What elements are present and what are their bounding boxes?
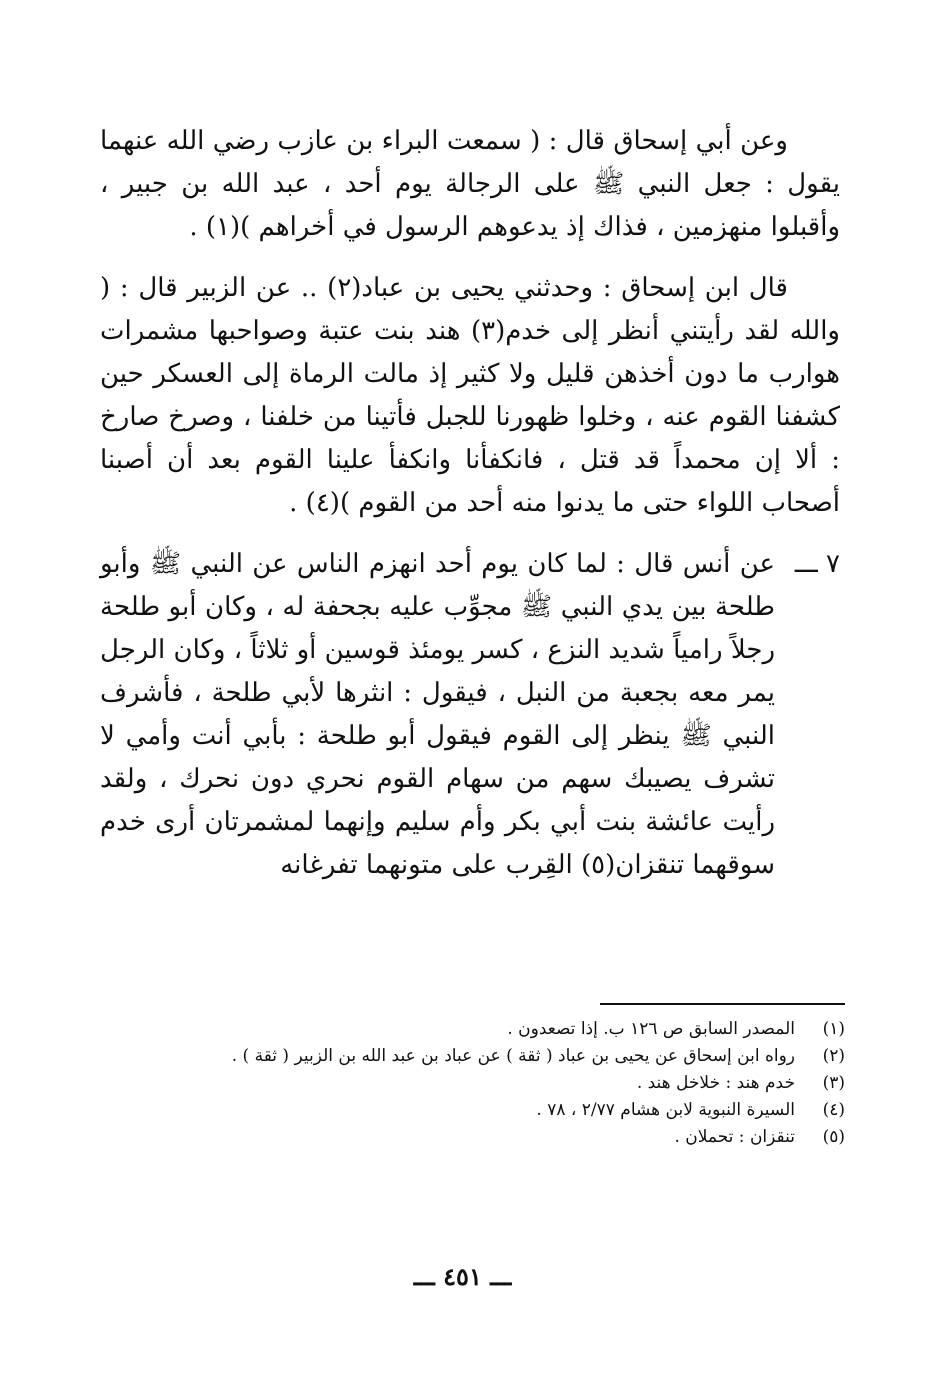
paragraph-3-text: عن أنس قال : لما كان يوم أحد انهزم الناس عن النبي ﷺ وأبو طلحة بين يدي النبي ﷺ مجوِّب عليه بجحفة له ، وكان أبو طلحة رجلاً رامياً شديد النزع ، كسر يومئذ قوسين أو ثلاثاً ، وكان الرجل يمر معه بجعبة من النبل ، فيقول : انثرها لأبي طلحة ، فأشرف النبي ﷺ ينظر إلى القوم فيقول أبو طلحة : بأبي أنت وأمي لا تشرف يصيبك سهم من سهام القوم نحري دون نحرك ، ولقد رأيت عائشة بنت أبي بكر وأم سليم وإنهما لمشمرتان أرى خدم سوقهما تنقزان(٥) القِرب على متونهما تفرغانه	[100, 549, 775, 880]
paragraph-3	[100, 543, 840, 887]
item-number: ٧ ـــ	[794, 549, 840, 579]
footnote-separator	[600, 1003, 845, 1005]
footnote	[100, 1070, 845, 1097]
paragraph-2: قال ابن إسحاق : وحدثني يحيى بن عباد(٢) .. عن الزبير قال : ( والله لقد رأيتني أنظر إلى خدم(٣) هند بنت عتبة وصواحبها مشمرات هوارب ما دون أخذهن قليل ولا كثير إذ مالت الرماة إلى العسكر حين كشفنا القوم عنه ، وخلوا ظهورنا للجبل فأتينا من خلفنا ، وصرخ صارخ : ألا إن محمداً قد قتل ، فانكفأنا وانكفأ علينا القوم بعد أن أصبنا أصحاب اللواء حتى ما يدنوا منه أحد من القوم )(٤) .	[100, 273, 840, 518]
footnote	[100, 1097, 845, 1124]
footnote-text: رواه ابن إسحاق عن يحيى بن عباد ( ثقة ) عن عباد بن عبد الله بن الزبير ( ثقة ) .	[231, 1046, 795, 1066]
page-number: ـــ ٤٥١ ـــ	[413, 1262, 512, 1291]
footnote-text: السيرة النبوية لابن هشام ٢/٧٧ ، ٧٨ .	[536, 1100, 795, 1120]
footnote-text: تنقزان : تحملان .	[674, 1127, 795, 1147]
footnote	[100, 1124, 845, 1151]
footnote-number: (٤)	[822, 1100, 845, 1120]
main-text	[100, 120, 840, 887]
footnote-text: المصدر السابق ص ١٢٦ ب. إذا تصعدون .	[507, 1019, 795, 1039]
footnote-number: (٥)	[822, 1127, 845, 1147]
footnote-text: خدم هند : خلاخل هند .	[636, 1073, 795, 1093]
footnote-number: (٣)	[822, 1073, 845, 1093]
footnote-number: (١)	[822, 1019, 845, 1039]
footnotes	[100, 1016, 845, 1151]
footnote-number: (٢)	[822, 1046, 845, 1066]
footnote	[100, 1016, 845, 1043]
footnote	[100, 1043, 845, 1070]
paragraph-1: وعن أبي إسحاق قال : ( سمعت البراء بن عازب رضي الله عنهما يقول : جعل النبي ﷺ على الرجالة يوم أحد ، عبد الله بن جبير ، وأقبلوا منهزمين ، فذاك إذ يدعوهم الرسول في أخراهم )(١) .	[100, 126, 840, 242]
